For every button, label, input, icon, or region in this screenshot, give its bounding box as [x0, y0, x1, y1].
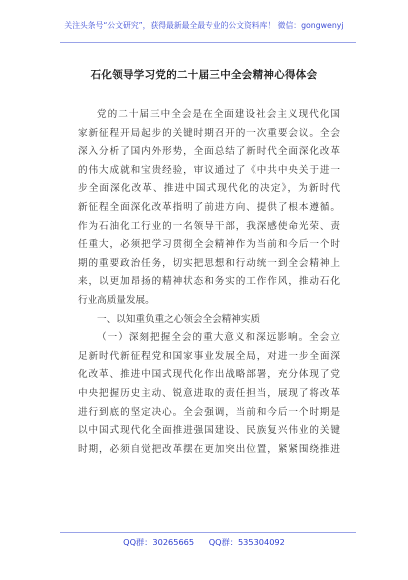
body-line: 党的二十届三中全会是在全面建设社会主义现代化国	[97, 109, 340, 120]
body-line: 新征程全面深化改革指明了前进方向、提供了根本遵循。	[78, 201, 340, 213]
footer-qq-group-1: QQ群：30265665	[123, 537, 195, 547]
body-line: 期的重要政治任务，切实把思想和行动统一到全会精神上	[78, 257, 340, 269]
body-line: 深入分析了国内外形势，全面总结了新时代全面深化改革	[78, 146, 340, 158]
footer-qq-group-2: QQ群：535304092	[208, 537, 285, 547]
body-line: 足新时代新征程党和国家事业发展全局，对进一步全面深	[78, 350, 340, 362]
footer-divider	[60, 532, 356, 533]
header-divider	[60, 42, 356, 43]
body-line: 的伟大成就和宝贵经验，审议通过了《中共中央关于进一	[78, 164, 340, 176]
body-line: 进行到底的坚定决心。全会强调，当前和今后一个时期是	[78, 406, 340, 418]
section-heading: 一、以知重负重之心领会全会精神实质	[97, 313, 261, 325]
body-line: 行业高质量发展。	[78, 294, 155, 306]
footer	[0, 537, 408, 548]
header-banner: 关注头条号“公文研究”，获得最新最全最专业的公文资料库！ 微信：gongwenyj	[64, 21, 344, 30]
body-line: 中央把握历史主动、锐意进取的责任担当，展现了将改革	[78, 387, 340, 399]
body-line: 时期，必须自觉把改革摆在更加突出位置，紧紧围绕推进	[78, 443, 340, 455]
body-line: 来，以更加昂扬的精神状态和务实的工作作风，推动石化	[78, 276, 340, 288]
body-line: 任重大，必须把学习贯彻全会精神作为当前和今后一个时	[78, 239, 340, 251]
body-line: 以中国式现代化全面推进强国建设、民族复兴伟业的关键	[78, 425, 340, 437]
body-line: 作为石油化工行业的一名领导干部，我深感使命光荣、责	[78, 220, 340, 232]
document-title: 石化领导学习党的二十届三中全会精神心得体会	[90, 69, 318, 81]
body-line: （一）深刻把握全会的重大意义和深远影响。全会立	[97, 332, 340, 344]
document-body	[78, 106, 340, 459]
body-line: 化改革、推进中国式现代化作出战略部署，充分体现了党	[78, 369, 340, 381]
body-line: 步全面深化改革、推进中国式现代化的决定》，为新时代	[78, 183, 340, 195]
body-line: 家新征程开局起步的关键时期召开的一次重要会议。全会	[78, 127, 340, 139]
